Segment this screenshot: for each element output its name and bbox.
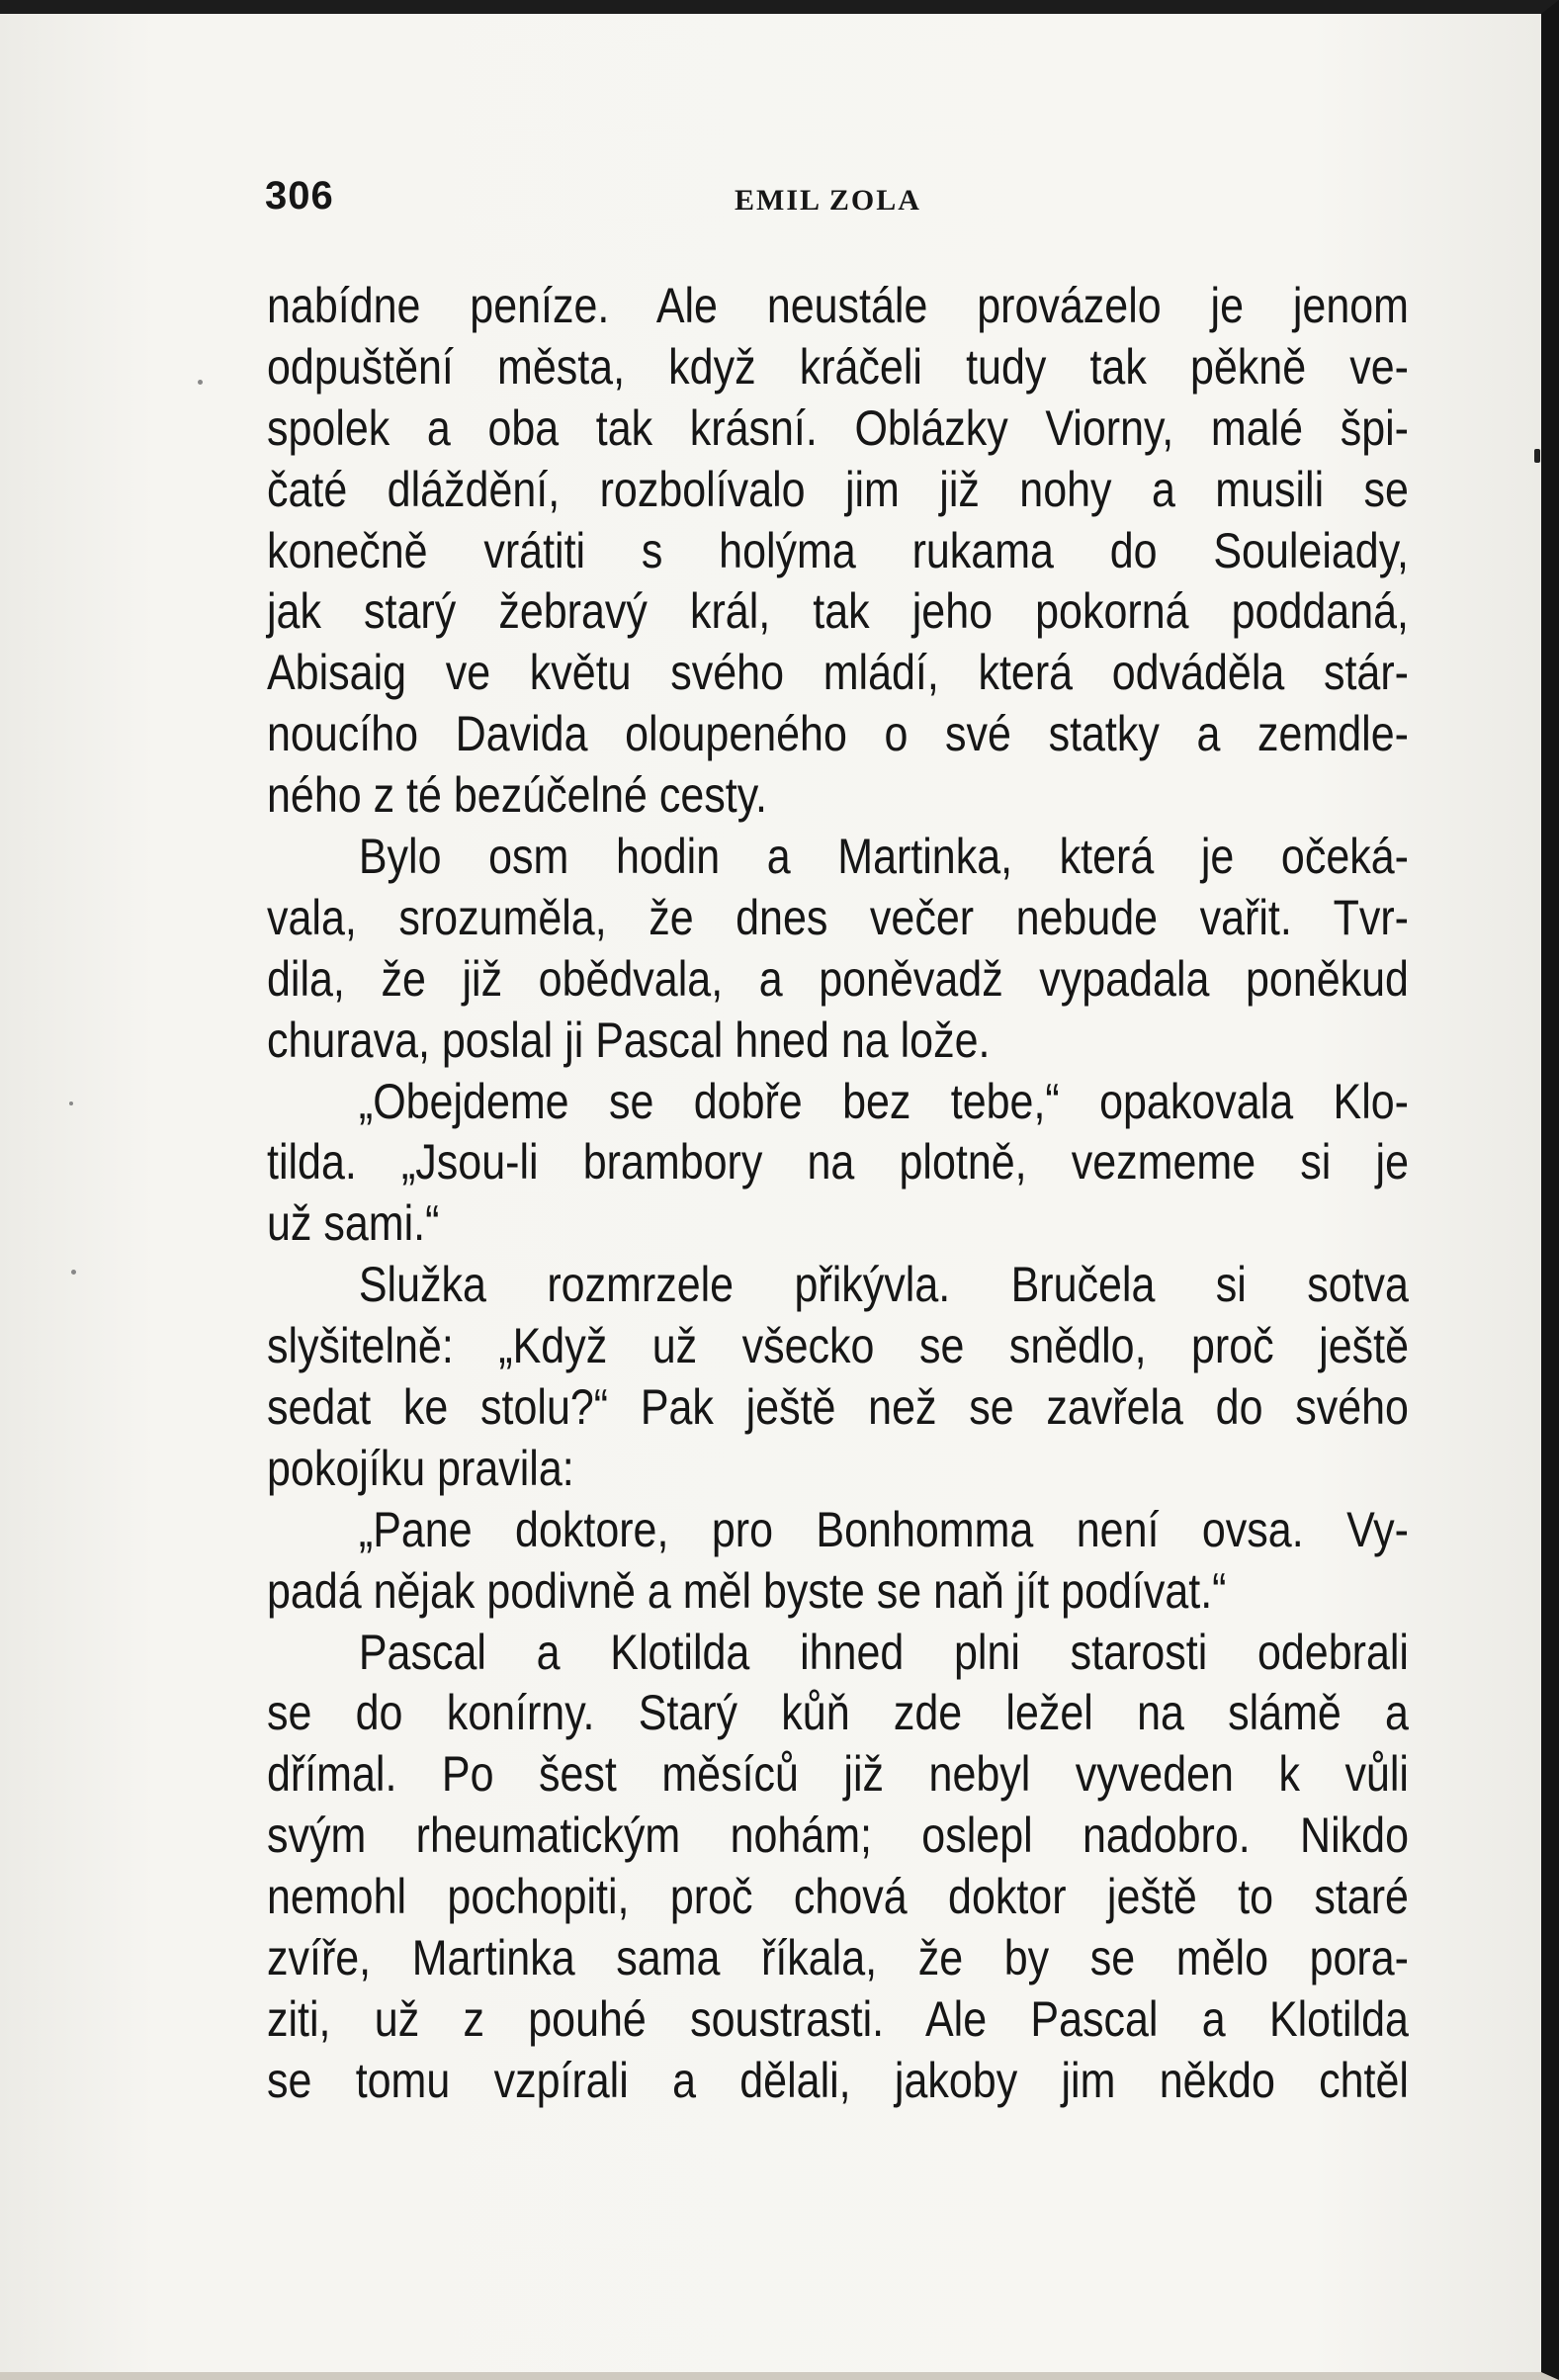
text-line: konečně vrátiti s holýma rukama do Souleiady, — [267, 522, 1409, 578]
text-line: noucího Davida oloupeného o své statky a zemdle- — [267, 706, 1409, 762]
text-line: ziti, už z pouhé soustrasti. Ale Pascal a Klotilda — [267, 1990, 1409, 2047]
text-line: Abisaig ve květu svého mládí, která odváděla stár- — [267, 645, 1409, 701]
paper-speck — [69, 1102, 73, 1105]
running-title: EMIL ZOLA — [735, 184, 921, 217]
paper-speck — [71, 1270, 76, 1275]
text-line: churava, poslal ji Pascal hned na lože. — [267, 1012, 991, 1068]
paper-speck — [198, 380, 203, 385]
text-line: dřímal. Po šest měsíců již nebyl vyveden k vůli — [267, 1746, 1409, 1803]
text-line: nabídne peníze. Ale neustále provázelo je jenom — [267, 278, 1409, 333]
text-line: pokojíku pravila: — [267, 1440, 574, 1496]
text-line: Služka rozmrzele přikývla. Bručela si sotva — [358, 1257, 1409, 1313]
text-line: spolek a oba tak krásní. Oblázky Viorny, malé špi- — [267, 399, 1409, 456]
text-line: jak starý žebravý král, tak jeho pokorná poddaná, — [267, 583, 1409, 640]
paper-speck — [1534, 449, 1540, 463]
text-line: slyšitelně: „Když už všecko se snědlo, proč ještě — [267, 1318, 1409, 1374]
text-line: odpuštění města, když kráčeli tudy tak pěkně ve- — [267, 338, 1409, 395]
text-line: sedat ke stolu?“ Pak ještě než se zavřela do svého — [267, 1379, 1409, 1436]
body-text — [267, 276, 1409, 2112]
text-line: ného z té bezúčelné cesty. — [267, 767, 767, 824]
text-line: padá nějak podivně a měl byste se naň jít podívat.“ — [267, 1562, 1227, 1619]
text-line: vala, srozuměla, že dnes večer nebude vařit. Tvr- — [267, 889, 1409, 945]
text-line: se do konírny. Starý kůň zde ležel na slámě a — [267, 1685, 1409, 1741]
page-number: 306 — [265, 174, 334, 218]
text-line: dila, že již obědvala, a poněvadž vypadala poněkud — [267, 950, 1409, 1007]
text-line: svým rheumatickým nohám; oslepl nadobro. Nikdo — [267, 1807, 1409, 1864]
text-line: tilda. „Jsou-li brambory na plotně, vezmeme si je — [267, 1134, 1409, 1190]
text-line: už sami.“ — [267, 1195, 440, 1252]
text-line: „Obejdeme se dobře bez tebe,“ opakovala Klo- — [358, 1073, 1409, 1129]
text-line: „Pane doktore, pro Bonhomma není ovsa. Vy- — [358, 1501, 1409, 1557]
text-line: se tomu vzpírali a dělali, jakoby jim někdo chtěl — [267, 2052, 1409, 2108]
running-head — [265, 174, 1412, 223]
text-line: Pascal a Klotilda ihned plni starosti odebrali — [358, 1624, 1409, 1680]
text-line: nemohl pochopiti, proč chová doktor ještě to staré — [267, 1869, 1409, 1925]
text-line: Bylo osm hodin a Martinka, která je očeká- — [358, 829, 1409, 885]
text-line: zvíře, Martinka sama říkala, že by se mělo pora- — [267, 1930, 1409, 1986]
text-line: čaté dláždění, rozbolívalo jim již nohy a musili se — [267, 461, 1409, 517]
